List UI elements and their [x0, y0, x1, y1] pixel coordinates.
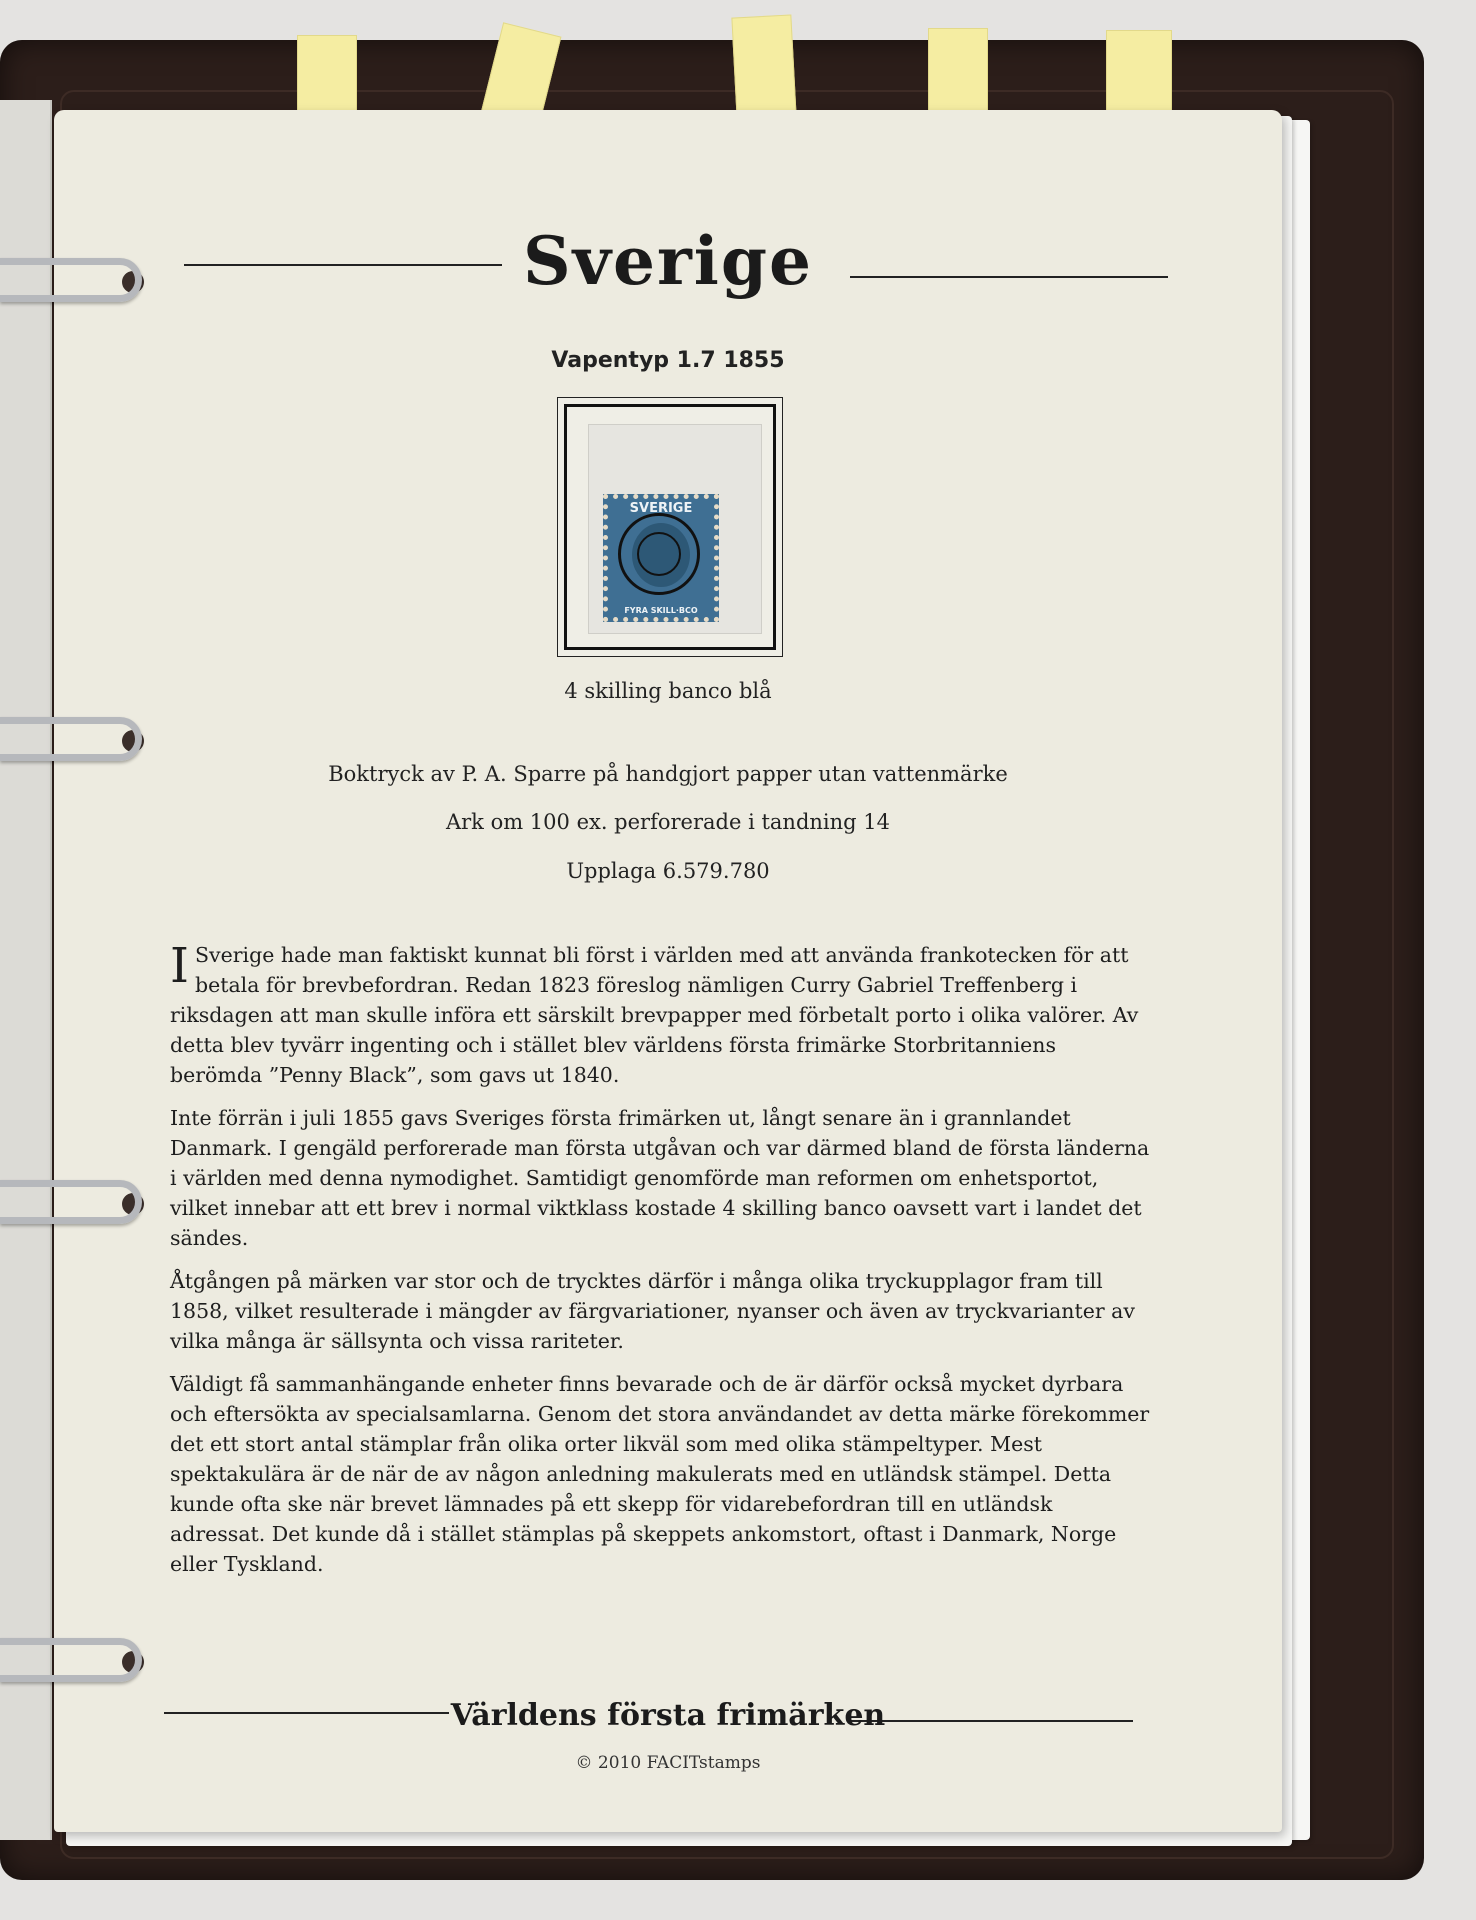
stamp-mount-frame	[557, 397, 783, 657]
page-title: Sverige	[523, 222, 813, 300]
album-page	[54, 110, 1282, 1832]
copyright: © 2010 FACITstamps	[575, 1753, 761, 1773]
issue-subtitle: Vapentyp 1.7 1855	[551, 348, 785, 373]
footer-title: Världens första frimärken	[450, 1698, 886, 1733]
stamp-top-text: SVERIGE	[629, 501, 693, 516]
postmark	[618, 513, 700, 595]
binder-ring	[0, 258, 142, 302]
paragraph	[170, 940, 1152, 1090]
left-page-edge	[0, 100, 52, 1840]
binder-ring	[0, 1180, 142, 1224]
postmark-inner-ring	[637, 532, 681, 576]
paragraph: Åtgången på märken var stor och de trycktes därför i många olika tryckupplagor fram till 1858, vilket resulterade i mängder av färgvariationer, nyanser och även av tryckvarianter av vilka många är sällsynta och vissa rariteter.	[170, 1269, 1135, 1353]
paragraph: Inte förrän i juli 1855 gavs Sveriges första frimärken ut, långt senare än i grannlandet Danmark. I gengäld perforerade man första utgåvan och var därmed bland de första länderna i världen med denna nymodighet. Samtidigt genomförde man reformen om enhetsportot, vilket innebar att ett brev i normal viktklass kostade 4 skilling banco oavsett vart i landet det sändes.	[170, 1106, 1150, 1250]
paragraph-text: Sverige hade man faktiskt kunnat bli först i världen med att använda frankotecken för att betala för brevbefordran. Redan 1823 föreslog nämligen Curry Gabriel Treffenberg i riksdagen att man skulle införa ett särskilt brevpapper med förbetalt porto i olika valörer. Av detta blev tyvärr ingenting och i stället blev världens första frimärke Storbritanniens berömda ”Penny Black”, som gavs ut 1840.	[170, 943, 1139, 1087]
drop-cap: I	[170, 938, 189, 994]
paragraph: Väldigt få sammanhängande enheter finns bevarade och de är därför också mycket dyrbara och eftersökta av specialsamlarna. Genom det stora användandet av detta märke förekommer det ett stort antal stämplar från olika orter likväl som med olika stämpeltyper. Mest spektakulära är de när de av någon anledning makulerats med en utländsk stämpel. Detta kunde ofta ske när brevet lämnades på ett skepp för vidarebefordran till en utländsk adressat. Det kunde då i stället stämplas på skeppets ankomstort, oftast i Danmark, Norge eller Tyskland.	[170, 1372, 1150, 1576]
stamp-bottom-text: FYRA SKILL·BCO	[624, 606, 698, 615]
info-line: Upplaga 6.579.780	[566, 859, 770, 883]
binder-ring	[0, 1638, 142, 1682]
article-body	[170, 940, 1152, 1592]
stamp-image	[603, 494, 719, 622]
info-line: Ark om 100 ex. perforerade i tandning 14	[445, 810, 891, 834]
index-tab[interactable]	[731, 14, 796, 119]
stamp-caption: 4 skilling banco blå	[564, 679, 772, 703]
info-line: Boktryck av P. A. Sparre på handgjort papper utan vattenmärke	[328, 762, 1008, 786]
binder-ring	[0, 717, 142, 761]
